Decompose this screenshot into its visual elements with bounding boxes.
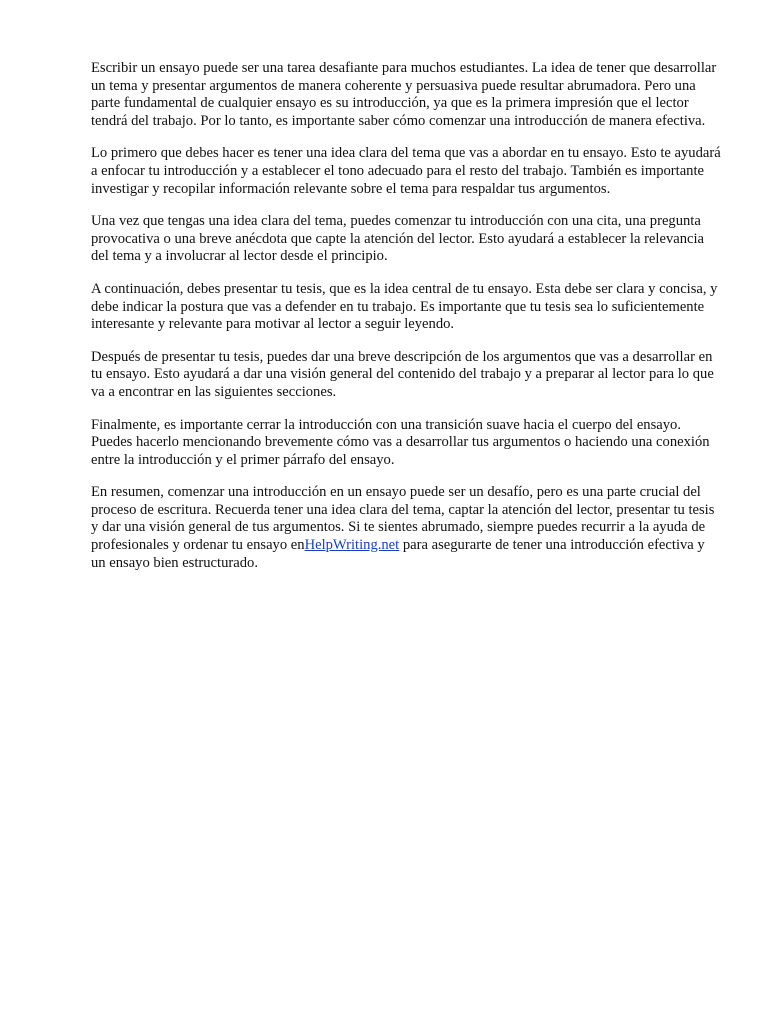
paragraph-7-summary bbox=[91, 484, 721, 572]
document-page bbox=[91, 60, 721, 587]
paragraph-5: Después de presentar tu tesis, puedes dar una breve descripción de los argumentos que vas a desarrollar en tu ensayo. Esto ayudará a dar una visión general del contenido del trabajo y a preparar al lector para lo que va a encontrar en las siguientes secciones. bbox=[91, 348, 714, 400]
paragraph-4: A continuación, debes presentar tu tesis, que es la idea central de tu ensayo. Esta debe ser clara y concisa, y debe indicar la postura que vas a defender en tu trabajo. Es importante que tu tesis sea lo suficientemente interesante y relevante para motivar al lector a seguir leyendo. bbox=[91, 280, 718, 333]
paragraph-2: Lo primero que debes hacer es tener una idea clara del tema que vas a abordar en tu ensayo. Esto te ayudará a enfocar tu introducción y a establecer el tono adecuado para el resto del trabajo. También es importante investigar y recopilar información relevante sobre el tema para respaldar tus argumentos. bbox=[91, 145, 721, 197]
paragraph-3: Una vez que tengas una idea clara del tema, puedes comenzar tu introducción con una cita, una pregunta provocativa o una breve anécdota que capte la atención del lector. Esto ayudará a establecer la relevancia del tema y a involucrar al lector desde el principio. bbox=[91, 213, 705, 265]
paragraph-6: Finalmente, es importante cerrar la introducción con una transición suave hacia el cuerpo del ensayo. Puedes hacerlo mencionando brevemente cómo vas a desarrollar tus argumentos o haciendo una conexión entre la introducción y el primer párrafo del ensayo. bbox=[91, 416, 710, 468]
summary-text-before-link: En resumen, comenzar una introducción en un ensayo puede ser un desafío, pero es una parte crucial del proceso de escritura. Recuerda tener una idea clara del tema, captar la atención del lector, presentar tu tesis y dar una visión general de tus argumentos. Si te sientes abrumado, siempre puedes recurrir a la ayuda de profesionales y ordenar tu ensayo en bbox=[91, 484, 715, 554]
paragraph-1: Escribir un ensayo puede ser una tarea desafiante para muchos estudiantes. La idea de tener que desarrollar un tema y presentar argumentos de manera coherente y persuasiva puede resultar abrumadora. Pero una parte fundamental de cualquier ensayo es su introducción, ya que es la primera impresión que el lector tendrá del trabajo. Por lo tanto, es importante saber cómo comenzar una introducción de manera efectiva. bbox=[91, 60, 717, 129]
summary-text-after-link: para asegurarte de tener una introducción efectiva y un ensayo bien estructurado. bbox=[91, 537, 705, 571]
helpwriting-link[interactable]: HelpWriting.net bbox=[304, 537, 400, 554]
